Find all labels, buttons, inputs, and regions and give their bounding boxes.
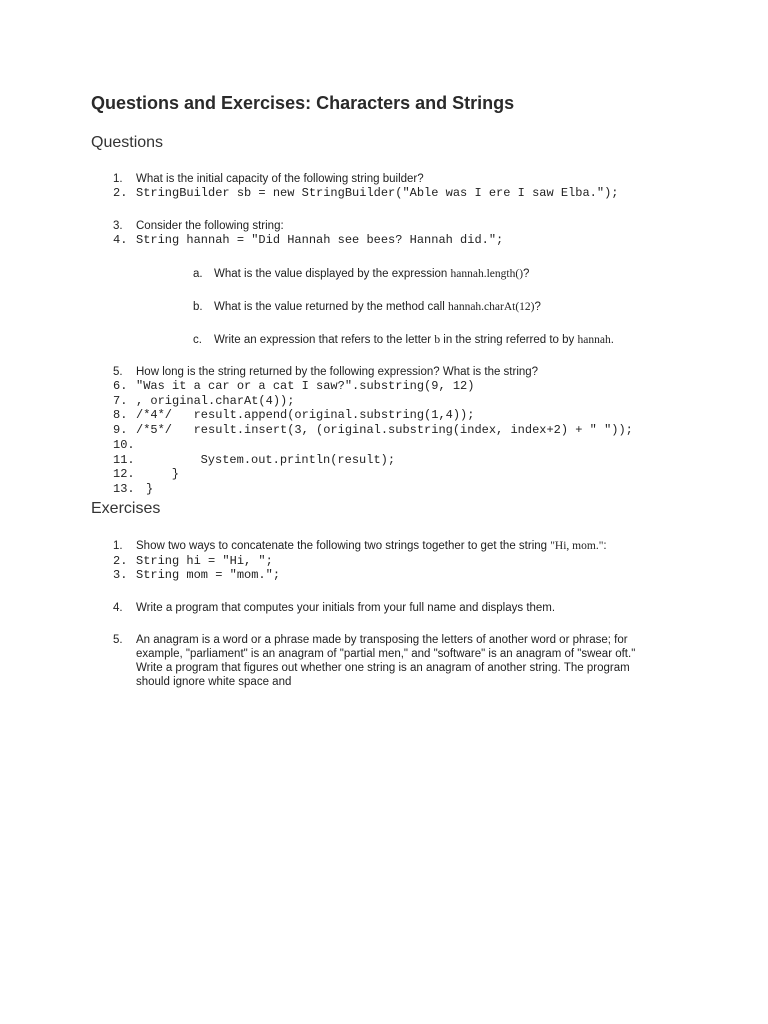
list-number: 5.: [113, 366, 123, 378]
inline-code: hannah.length(): [450, 268, 524, 280]
questions-heading: Questions: [91, 134, 164, 151]
code-text: String mom = "mom.";: [136, 568, 281, 582]
list-number: 4.: [113, 602, 123, 614]
code-text: /*5*/ result.insert(3, (original.substring(index, index+2) + " "));: [136, 423, 633, 437]
line-number: 13.: [113, 482, 135, 496]
line-number: 7.: [113, 394, 128, 408]
exercises-heading: Exercises: [91, 500, 161, 517]
question-text: Write an expression that refers to the letter: [214, 334, 435, 346]
code-text: /*4*/ result.append(original.substring(1,4));: [136, 408, 475, 422]
line-number: 12.: [113, 467, 135, 481]
question-text: What is the value returned by the method call: [214, 301, 448, 313]
code-text: , original.charAt(4));: [136, 394, 295, 408]
list-letter: a.: [193, 268, 203, 280]
list-number: 3.: [113, 220, 123, 232]
exercise-text-line: should ignore white space and: [136, 676, 292, 688]
code-text: String hi = "Hi, ";: [136, 554, 273, 568]
exercise-text: Show two ways to concatenate the following two strings together to get the string: [136, 540, 551, 552]
list-number: 1.: [113, 173, 123, 185]
code-text: }: [143, 467, 180, 481]
code-text: StringBuilder sb = new StringBuilder("Able was I ere I saw Elba.");: [136, 186, 619, 200]
question-text: Consider the following string:: [136, 220, 284, 232]
code-text: }: [146, 482, 154, 496]
question-text: What is the initial capacity of the following string builder?: [136, 173, 424, 185]
line-number: 8.: [113, 408, 128, 422]
exercise-text: Write a program that computes your initials from your full name and displays them.: [136, 602, 556, 614]
question-tail: .: [610, 334, 614, 346]
question-text: What is the value displayed by the expression: [214, 268, 451, 280]
inline-code: hannah.charAt(12): [447, 301, 535, 313]
line-number: 9.: [113, 423, 128, 437]
question-tail: ?: [534, 301, 541, 313]
page-title: Questions and Exercises: Characters and Strings: [91, 93, 515, 113]
inline-code: hannah: [577, 334, 611, 346]
exercise-tail: :: [603, 540, 607, 552]
line-number: 3.: [113, 568, 128, 582]
line-number: 2.: [113, 186, 128, 200]
code-text: System.out.println(result);: [143, 453, 396, 467]
inline-code: b: [434, 334, 441, 346]
line-number: 10.: [113, 438, 135, 452]
exercise-text-line: An anagram is a word or a phrase made by transposing the letters of another word or phrase; for: [136, 634, 628, 646]
question-text: How long is the string returned by the following expression? What is the string?: [136, 366, 539, 378]
exercise-text-line: example, "parliament" is an anagram of "partial men," and "software" is an anagram of "swear oft.": [136, 648, 636, 660]
line-number: 2.: [113, 554, 128, 568]
question-text-mid: in the string referred to by: [440, 334, 578, 346]
line-number: 4.: [113, 233, 128, 247]
question-tail: ?: [523, 268, 530, 280]
code-text: String hannah = "Did Hannah see bees? Hannah did.";: [136, 233, 504, 247]
inline-code: "Hi, mom.": [550, 540, 604, 552]
list-number: 5.: [113, 634, 123, 646]
list-number: 1.: [113, 540, 123, 552]
code-text: "Was it a car or a cat I saw?".substring(9, 12): [136, 379, 475, 393]
exercise-text-line: Write a program that figures out whether one string is an anagram of another string. The program: [136, 662, 630, 674]
list-letter: b.: [193, 301, 203, 313]
list-letter: c.: [193, 334, 202, 346]
line-number: 6.: [113, 379, 128, 393]
line-number: 11.: [113, 453, 135, 467]
